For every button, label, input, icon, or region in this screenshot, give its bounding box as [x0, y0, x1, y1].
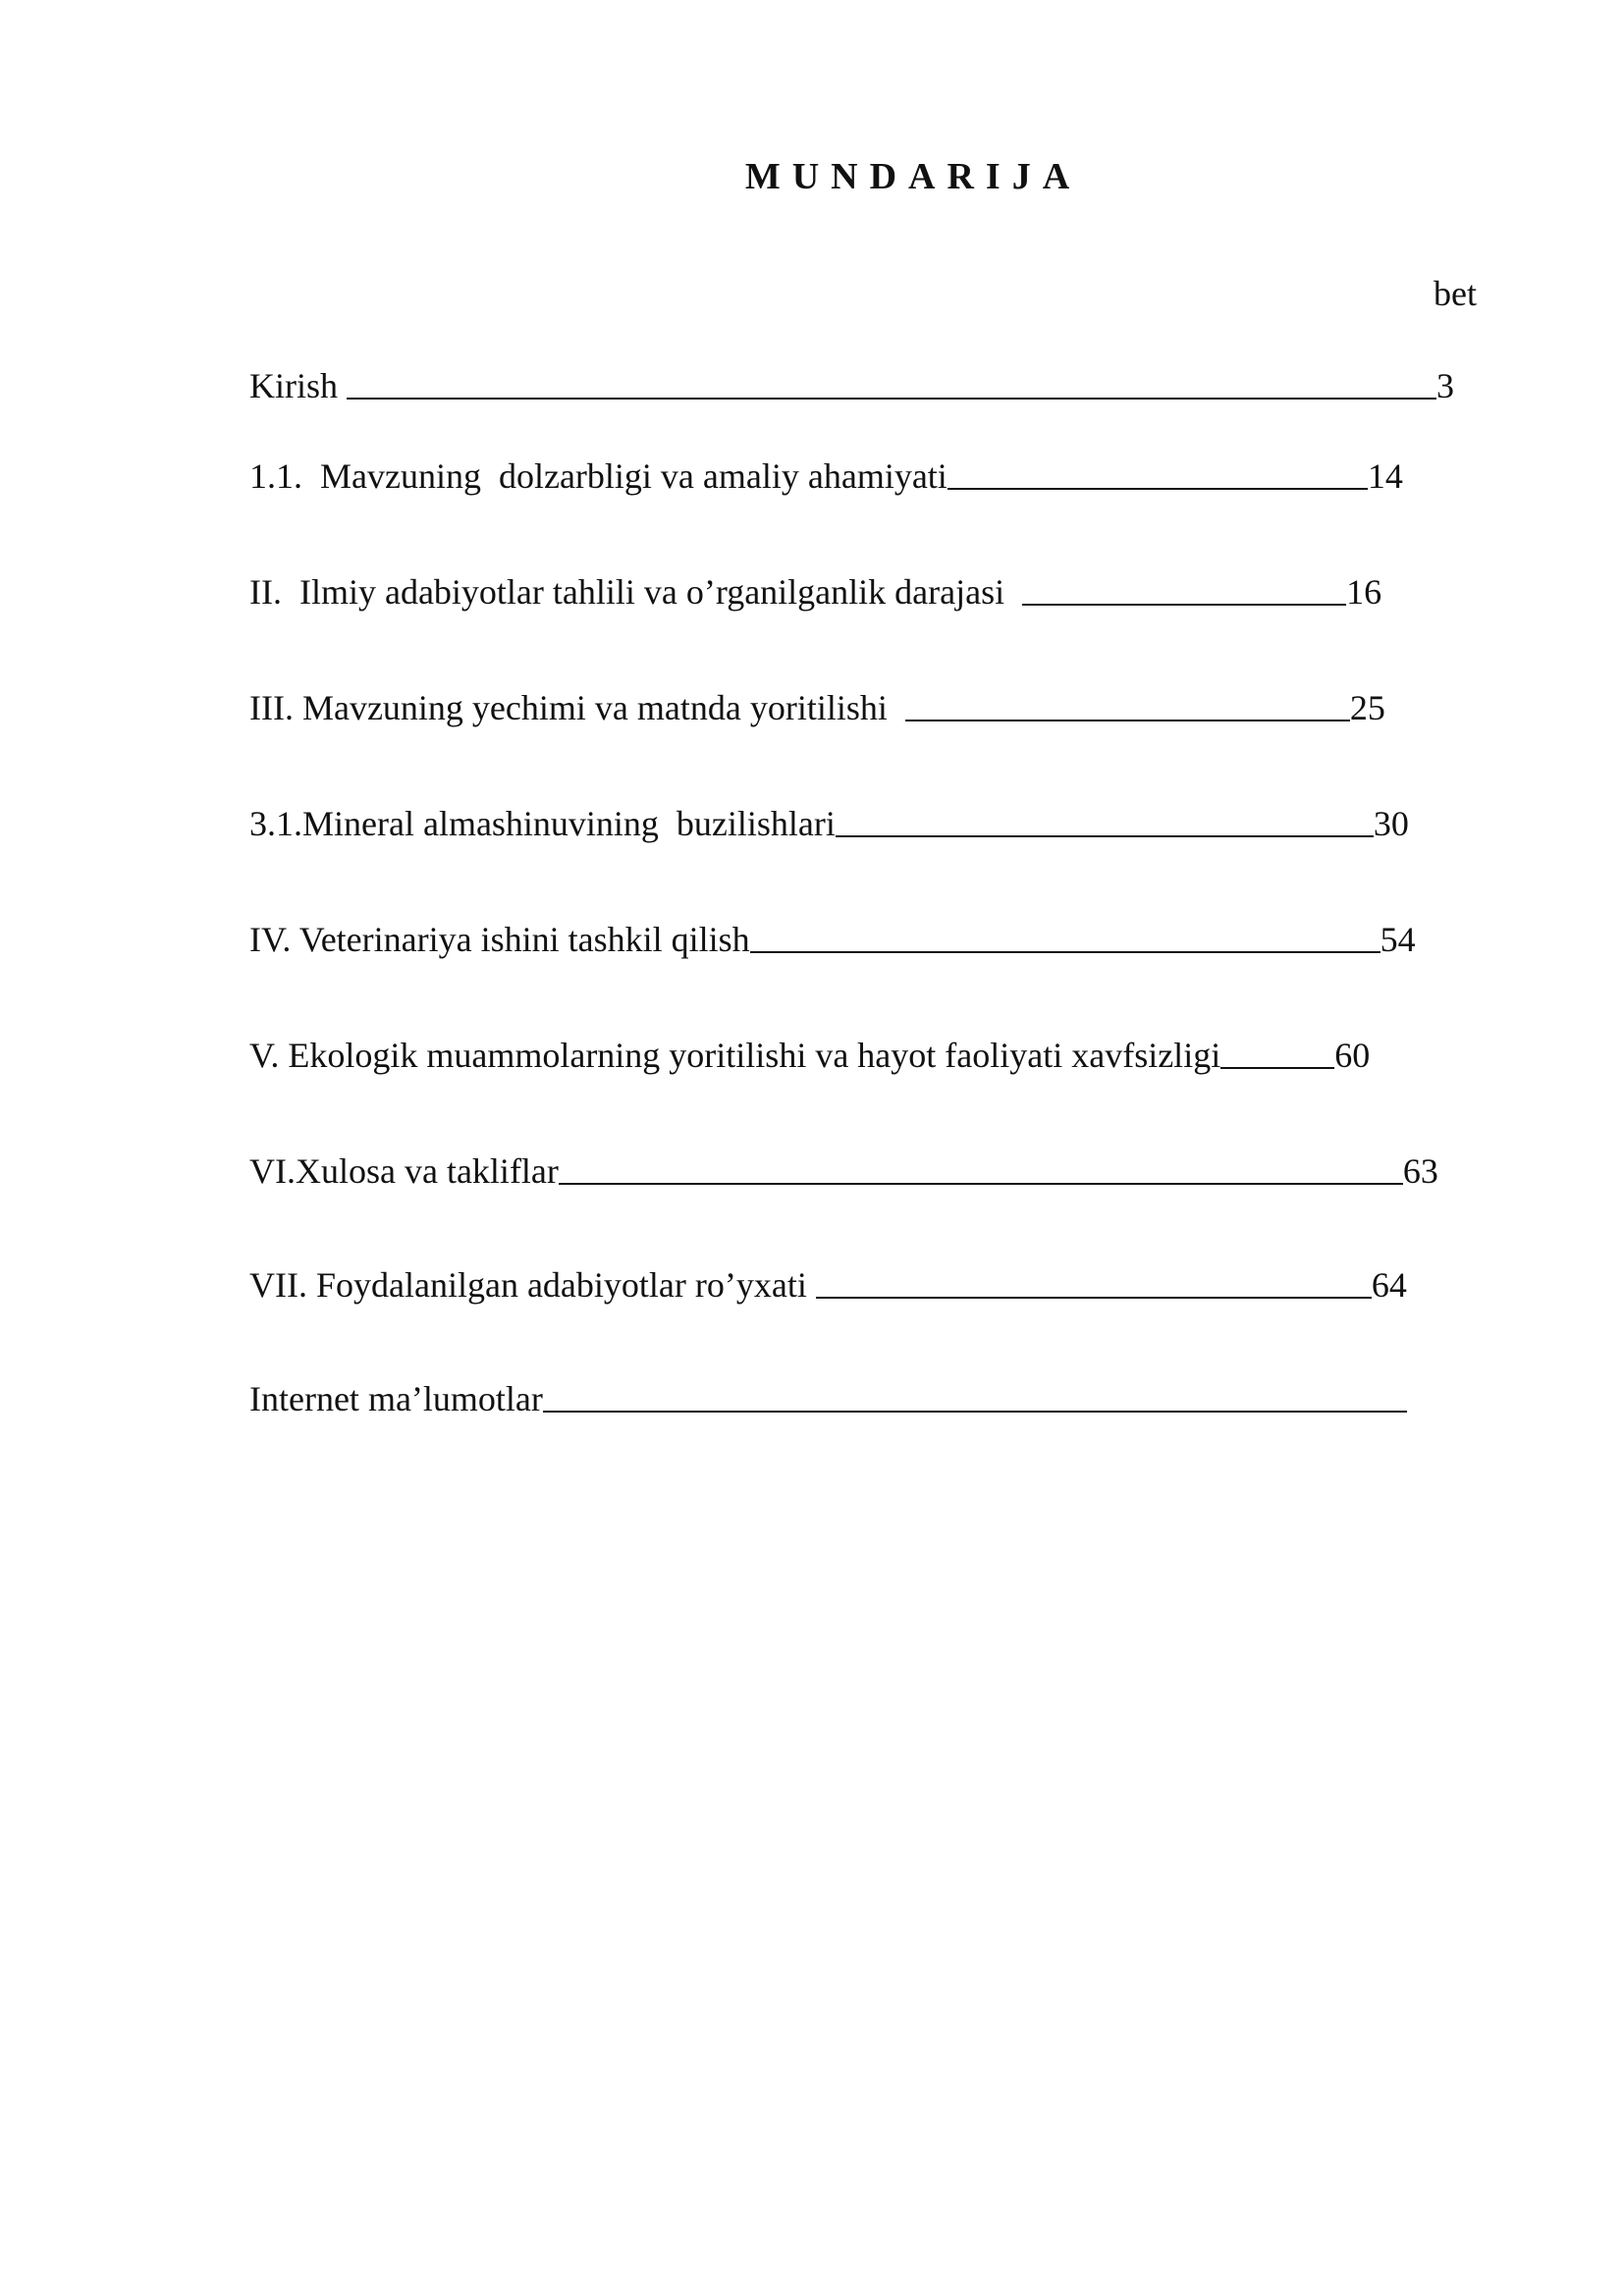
toc-entry-label: IV. Veterinariya ishini tashkil qilish — [249, 920, 750, 959]
toc-entry-page: 60 — [1334, 1036, 1371, 1075]
toc-entry[interactable] — [249, 1264, 1407, 1306]
toc-entry-page: 25 — [1349, 688, 1385, 727]
toc-entry-leader — [905, 720, 1350, 721]
toc-entry-page: 64 — [1371, 1265, 1407, 1305]
toc-entry[interactable] — [249, 919, 1416, 960]
toc-entry[interactable] — [249, 803, 1409, 844]
toc-entry-leader — [1022, 604, 1346, 606]
toc-entry-page: 30 — [1373, 804, 1409, 843]
toc-entry[interactable] — [249, 365, 1454, 406]
toc-entry-label: 3.1.Mineral almashinuvining buzilishlari — [249, 804, 836, 843]
toc-entry-leader — [947, 488, 1368, 490]
page-column-label: bet — [1434, 274, 1477, 313]
toc-entry-page: 3 — [1436, 366, 1454, 405]
toc-entry[interactable] — [249, 571, 1381, 613]
toc-entry-page: 63 — [1402, 1151, 1438, 1191]
toc-entry-page: 14 — [1367, 456, 1403, 496]
toc-entry-leader — [559, 1183, 1403, 1185]
toc-entry[interactable] — [249, 687, 1385, 728]
toc-entry-label: 1.1. Mavzuning dolzarbligi va amaliy ahamiyati — [249, 456, 947, 496]
toc-entry[interactable] — [249, 455, 1403, 497]
page-title: MUNDARIJA — [744, 156, 1082, 197]
toc-entry-label: Internet ma’lumotlar — [249, 1379, 543, 1418]
toc-entry-label: VII. Foydalanilgan adabiyotlar ro’yxati — [249, 1265, 816, 1305]
toc-entry[interactable] — [249, 1035, 1370, 1076]
toc-entry-label: II. Ilmiy adabiyotlar tahlili va o’rganilganlik darajasi — [249, 572, 1023, 612]
toc-entry-label: VI.Xulosa va takliflar — [249, 1151, 559, 1191]
toc-entry-label: Kirish — [249, 366, 347, 405]
toc-entry[interactable] — [249, 1378, 1407, 1419]
toc-entry-page: 54 — [1380, 920, 1416, 959]
toc-entry-leader — [1220, 1067, 1334, 1069]
toc-entry-label: III. Mavzuning yechimi va matnda yoritilishi — [249, 688, 905, 727]
toc-entry-leader — [347, 398, 1436, 400]
toc-entry-page: 16 — [1346, 572, 1382, 612]
toc-entry-leader — [836, 835, 1374, 837]
toc-entry-leader — [816, 1297, 1372, 1299]
toc-entry-label: V. Ekologik muammolarning yoritilishi va hayot faoliyati xavfsizligi — [249, 1036, 1221, 1075]
toc-entry[interactable] — [249, 1150, 1438, 1192]
toc-entry-leader — [750, 951, 1380, 953]
toc-entry-leader — [543, 1411, 1407, 1413]
